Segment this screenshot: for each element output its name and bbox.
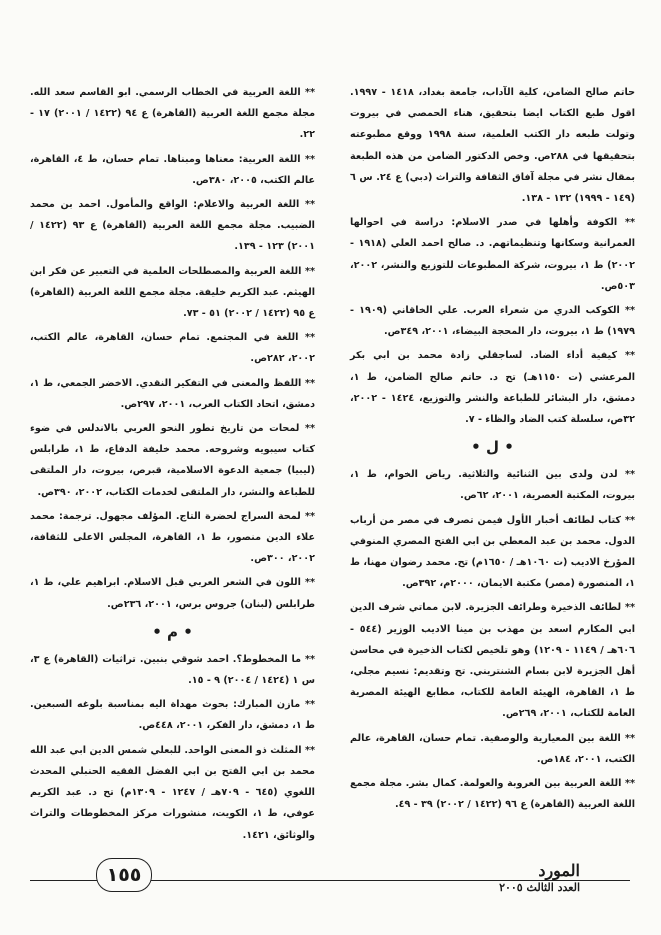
bibliography-entry: ** لدن ولدى بين الثنائية والثلاثية. رياض الخوام، ط ١، بيروت، المكتبة العصرية، ٢٠٠١، ٦٢ص.	[350, 469, 635, 502]
bibliography-entry: ** لمحة السراج لحضرة التاج. المؤلف مجهول. ترجمة: محمد علاء الدين منصور، ط ١، القاهرة، المجلس الاعلى للثقافة، ٢٠٠٢، ٣٠٠ص.	[30, 510, 315, 565]
bibliography-entry: ** لمحات من تاريخ تطور النحو العربي بالاندلس في ضوء كتاب سيبويه وشروحه. محمد خليفة الدفاع، ط ١، طرابلس (ليبيا) جمعية الدعوة الاسلامية، قبرص، بيروت، دار الملتقى للطباعة والنشر، دار الملتقى لخدمات الكتاب، ٢٠٠٢، ٣٩٠ص.	[30, 423, 315, 498]
bibliography-entry: ** ما المخطوط؟. احمد شوقي بنبين. تراثيات (القاهرة) ع ٣، س ١ (١٤٢٤ / ٢٠٠٤) ٩ - ١٥.	[30, 653, 315, 687]
journal-issue: العدد الثالث ٢٠٠٥	[499, 881, 580, 894]
bibliography-entry: ** كيفية أداء الضاد. لساجقلي زادة محمد بن ابي بكر المرعشي (ت ١١٥٠هـ) تح د. حاتم صالح الضامن، ط ١، دمشق، دار البشائر للطباعة والنشر والتوزيع، ١٤٢٤ - ٢٠٠٢، ٣٢ص، سلسلة كتب الضاد والظاء - ٧.	[350, 350, 635, 426]
bibliography-entry: ** اللغة العربية بين العروبة والعولمة. كمال بشر. مجلة مجمع اللغة العربية (القاهرة) ع ٩٦ (١٤٢٢ / ٢٠٠٢) ٣٩ - ٤٩.	[350, 778, 635, 811]
journal-name: المورد	[538, 861, 580, 880]
bibliography-entry: ** مازن المبارك: بحوث مهداة اليه بمناسبة بلوغه السبعين. ط ١، دمشق، دار الفكر، ٢٠٠١، ٤٤٨ص.	[30, 699, 315, 732]
bibliography-entry: ** اللغة في المجتمع. تمام حسان، القاهرة، عالم الكتب، ٢٠٠٢، ٢٨٢ص.	[30, 332, 315, 365]
journal-footer	[452, 862, 580, 895]
bibliography-entry: ** اللغة بين المعيارية والوصفية. تمام حسان، القاهرة، عالم الكتب، ٢٠٠١، ١٨٤ص.	[350, 732, 635, 765]
bibliography-entry: ** اللغة العربية في الخطاب الرسمي. ابو القاسم سعد الله. مجلة مجمع اللغة العربية (القاهرة) ع ٩٤ (١٤٢٢ / ٢٠٠١) ١٧ - ٢٢.	[30, 87, 316, 141]
page-number: ١٥٥	[96, 858, 152, 892]
bibliography-entry: ** اللغة العربية: معناها ومبناها. تمام حسان، ط ٤، القاهرة، عالم الكتب، ٢٠٠٥، ٣٨٠ص.	[30, 153, 316, 186]
bibliography-entry: ** الكوفة وأهلها في صدر الاسلام: دراسة في احوالها العمرانية وسكانها وتنظيماتهم. د. صالح احمد العلي (١٩١٨ - ٢٠٠٢) ط ١، بيروت، شركة المطبوعات للتوزيع والنشر، ٢٠٠٢، ٥٠٣ص.	[350, 217, 636, 292]
right-column	[350, 82, 635, 819]
bibliography-entry: ** الكوكب الدري من شعراء العرب. علي الخاقاني (١٩٠٩ - ١٩٧٩) ط ١، بيروت، دار المحجة البيضاء، ٢٠٠١، ٣٤٩ص.	[350, 305, 635, 338]
bibliography-entry: ** اللغة العربية والمصطلحات العلمية في التعبير عن فكر ابن الهيثم. عبد الكريم خليفة. مجلة مجمع اللغة العربية (القاهرة) ع ٩٥ (١٤٢٢ / ٢٠٠٢) ٥١ - ٧٣.	[30, 265, 315, 320]
bibliography-entry: ** المثلث ذو المعنى الواحد. للبعلي شمس الدين ابي عبد الله محمد بن ابي الفتح بن ابي الفضل الفقيه الحنبلي المحدث اللغوي (٦٤٥ - ٧٠٩هـ / ١٢٤٧ - ١٣٠٩م) تح د. عبد الكريم عوفي، ط ١، الكويت، منشورات مركز المخطوطات والتراث والوثائق، ١٤٢١.	[30, 744, 315, 841]
letter-heading-lam: • ل •	[471, 438, 514, 457]
bibliography-entry: ** لطائف الذخيرة وطرائف الجزيرة. لابن مماتي شرف الدين ابي المكارم اسعد بن مهذب بن مينا الاديب الوزير (٥٤٤ - ٦٠٦هـ / ١١٤٩ - ١٢٠٩) وهو تلخيص لكتاب الذخيرة في محاسن أهل الجزيرة لابن بسام الشنتريني. تح وتقديم: نسيم مجلي، ط ١، القاهرة، الهيئة العامة للكتاب، مطابع الهيئة المصرية العامة للكتاب، ٢٠٠١، ٢٦٩ص.	[350, 602, 635, 720]
bibliography-entry: ** كتاب لطائف أخبار الأول فيمن تصرف في مصر من أرباب الدول. محمد بن عبد المعطي بن ابي الفتح المصري المنوفي المؤرخ الاديب (ت ١٠٦٠هـ / ١٦٥٠م) تح. محمد رضوان مهنا، ط ١، المنصورة (مصر) مكتبة الايمان، ٢٠٠٠م، ٣٩٢ص.	[350, 514, 635, 590]
bibliography-entry: ** اللغة العربية والاعلام: الواقع والمأمول. احمد بن محمد الضبيب. مجلة مجمع اللغة العربية (القاهرة) ع ٩٣ (١٤٢٢ / ٢٠٠١) ١٢٣ - ١٣٩.	[30, 199, 315, 253]
bibliography-entry: ** اللون في الشعر العربي قبل الاسلام. ابراهيم علي، ط ١، طرابلس (لبنان) جروس برس، ٢٠٠١، ٢٣٦ص.	[30, 577, 315, 610]
bibliography-entry: حاتم صالح الضامن، كلية الآداب، جامعة بغداد، ١٤١٨ - ١٩٩٧. اقول طبع الكتاب ايضا بتحقيق، هناء الحمصي في بيروت وتولت طبعه دار الكتب العلمية، سنة ١٩٩٨ ووقع مطبوعته بتحقيقها في ٢٨٨ص. وخص الدكتور الضامن من هذه الطبعة بمقال نشر في مجلة آفاق الثقافة والتراث (دبي) ع ٢٤. س ٦ (١٤٩ - ١٩٩٩) ١٣٢ - ١٣٨.	[350, 87, 636, 205]
letter-heading-mim: • م •	[152, 622, 193, 641]
left-column	[30, 82, 315, 849]
bibliography-entry: ** اللفظ والمعنى في التفكير النقدي. الاخضر الجمعي، ط ١، دمشق، اتحاد الكتاب العرب، ٢٠٠١، ٢٩٧ص.	[30, 377, 315, 410]
